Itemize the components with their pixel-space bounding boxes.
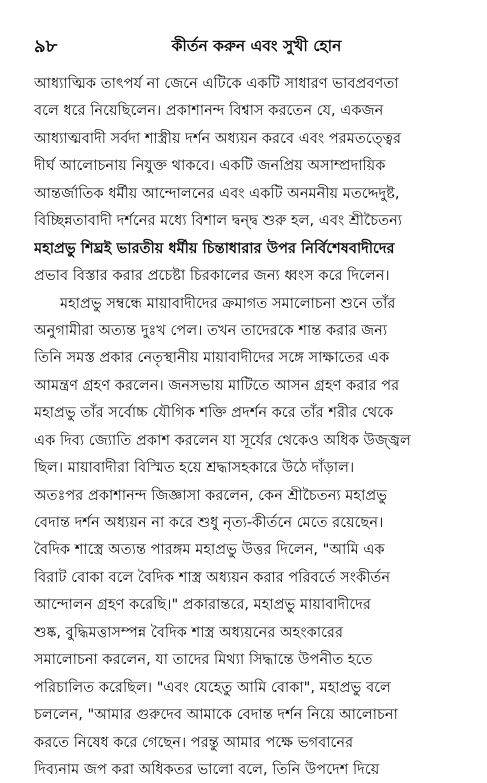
text-line: মহাপ্রভু তাঁর সর্বোচ্চ যৌগিক শক্তি প্রদর্শন করে তাঁর শরীর থেকে xyxy=(34,404,394,422)
text-line: আধ্যাত্মবাদী সর্বদা শাস্ত্রীয় দর্শন অধ্যয়ন করবে এবং পরমতত্ত্বের xyxy=(34,129,402,147)
text-line: অনুগামীরা অত্যন্ত দুঃখ পেল। তখন তাদেরকে শান্ত করার জন্য xyxy=(34,321,388,339)
page-header xyxy=(34,34,459,60)
text-line: মহাপ্রভু শিঘ্রই ভারতীয় ধর্মীয় চিন্তাধারার উপর নির্বিশেষবাদীদের xyxy=(34,239,395,257)
page-number: ৯৮ xyxy=(34,35,58,57)
text-line: আমন্ত্রণ গ্রহণ করলেন। জনসভায় মাটিতে আসন গ্রহণ করার পর xyxy=(34,376,400,394)
text-line: পরিচালিত করেছিল। "এবং যেহেতু আমি বোকা", মহাপ্রভু বলে xyxy=(34,678,391,696)
text-line: প্রভাব বিস্তার করার প্রচেষ্টা চিরকালের জন্য ধ্বংস করে দিলেন। xyxy=(34,267,390,285)
text-line: করতে নিষেধ করে গেছেন। পরন্তু আমার পক্ষে ভগবানের xyxy=(34,733,354,751)
text-line: ছিল। মায়াবাদীরা বিস্মিত হয়ে শ্রদ্ধাসহকারে উঠে দাঁড়াল। xyxy=(34,459,355,477)
text-line: বিচ্ছিন্নতাবাদী দর্শনের মধ্যে বিশাল দ্বন্দ্ব শুরু হল, এবং শ্রীচৈতন্য xyxy=(34,212,403,230)
text-line: দিব্যনাম জপ করা অধিকতর ভালো বলে, তিনি উপদেশ দিয়ে xyxy=(34,760,380,778)
text-line: আন্তর্জাতিক ধর্মীয় আন্দোলনের এবং একটি অনমনীয় মতদ্দেদুষ্ট, xyxy=(34,184,400,202)
text-line: অতঃপর প্রকাশানন্দ জিজ্ঞাসা করলেন, কেন শ্রীচৈতন্য মহাপ্রভু xyxy=(34,486,388,504)
text-line: আন্দোলন গ্রহণ করেছি।" প্রকারান্তরে, মহাপ্রভু মায়াবাদীদের xyxy=(34,596,371,614)
text-line: সমালোচনা করলেন, যা তাদের মিথ্যা সিদ্ধান্তে উপনীত হতে xyxy=(34,651,373,669)
text-line: বলে ধরে নিয়েছিলেন। প্রকাশানন্দ বিশ্বাস করতেন যে, একজন xyxy=(34,102,384,120)
body-text xyxy=(34,70,464,783)
text-line: দীর্ঘ আলোচনায় নিযুক্ত থাকবে। একটি জনপ্রিয় অসাম্প্রদায়িক xyxy=(34,157,386,175)
text-line: আধ্যাত্মিক তাৎপর্য না জেনে এটিকে একটি সাধারণ ভাবপ্রবণতা xyxy=(34,75,399,92)
text-line: বৈদিক শাস্ত্রে অত্যন্ত পারঙ্গম মহাপ্রভু উত্তর দিলেন, "আমি এক xyxy=(34,541,385,559)
text-line: তিনি সমস্ত প্রকার নেতৃস্থানীয় মায়াবাদীদের সঙ্গে সাক্ষাতের এক xyxy=(34,349,390,367)
text-line: বেদান্ত দর্শন অধ্যয়ন না করে শুধু নৃত্য-কীর্তনে মেতে রয়েছেন। xyxy=(34,514,384,531)
text-line: শুষ্ক, বুদ্ধিমত্তাসম্পন্ন বৈদিক শাস্ত্র অধ্যয়নের অহংকারের xyxy=(34,623,343,641)
text-line: চললেন, "আমার গুরুদেব আমাকে বেদান্ত দর্শন নিয়ে আলোচনা xyxy=(34,706,398,724)
paragraph-start-line: মহাপ্রভু সম্বন্ধে মায়াবাদীদের ক্রমাগত সমালোচনা শুনে তাঁর xyxy=(60,294,396,312)
text-line: এক দিব্য জ্যোতি প্রকাশ করলেন যা সূর্যের থেকেও অধিক উজ্জ্বল xyxy=(34,431,411,449)
running-title: কীর্তন করুন এবং সুখী হোন xyxy=(171,37,342,55)
text-line: বিরাট বোকা বলে বৈদিক শাস্ত্র অধ্যয়ন করার পরিবর্তে সংকীর্তন xyxy=(34,568,391,586)
